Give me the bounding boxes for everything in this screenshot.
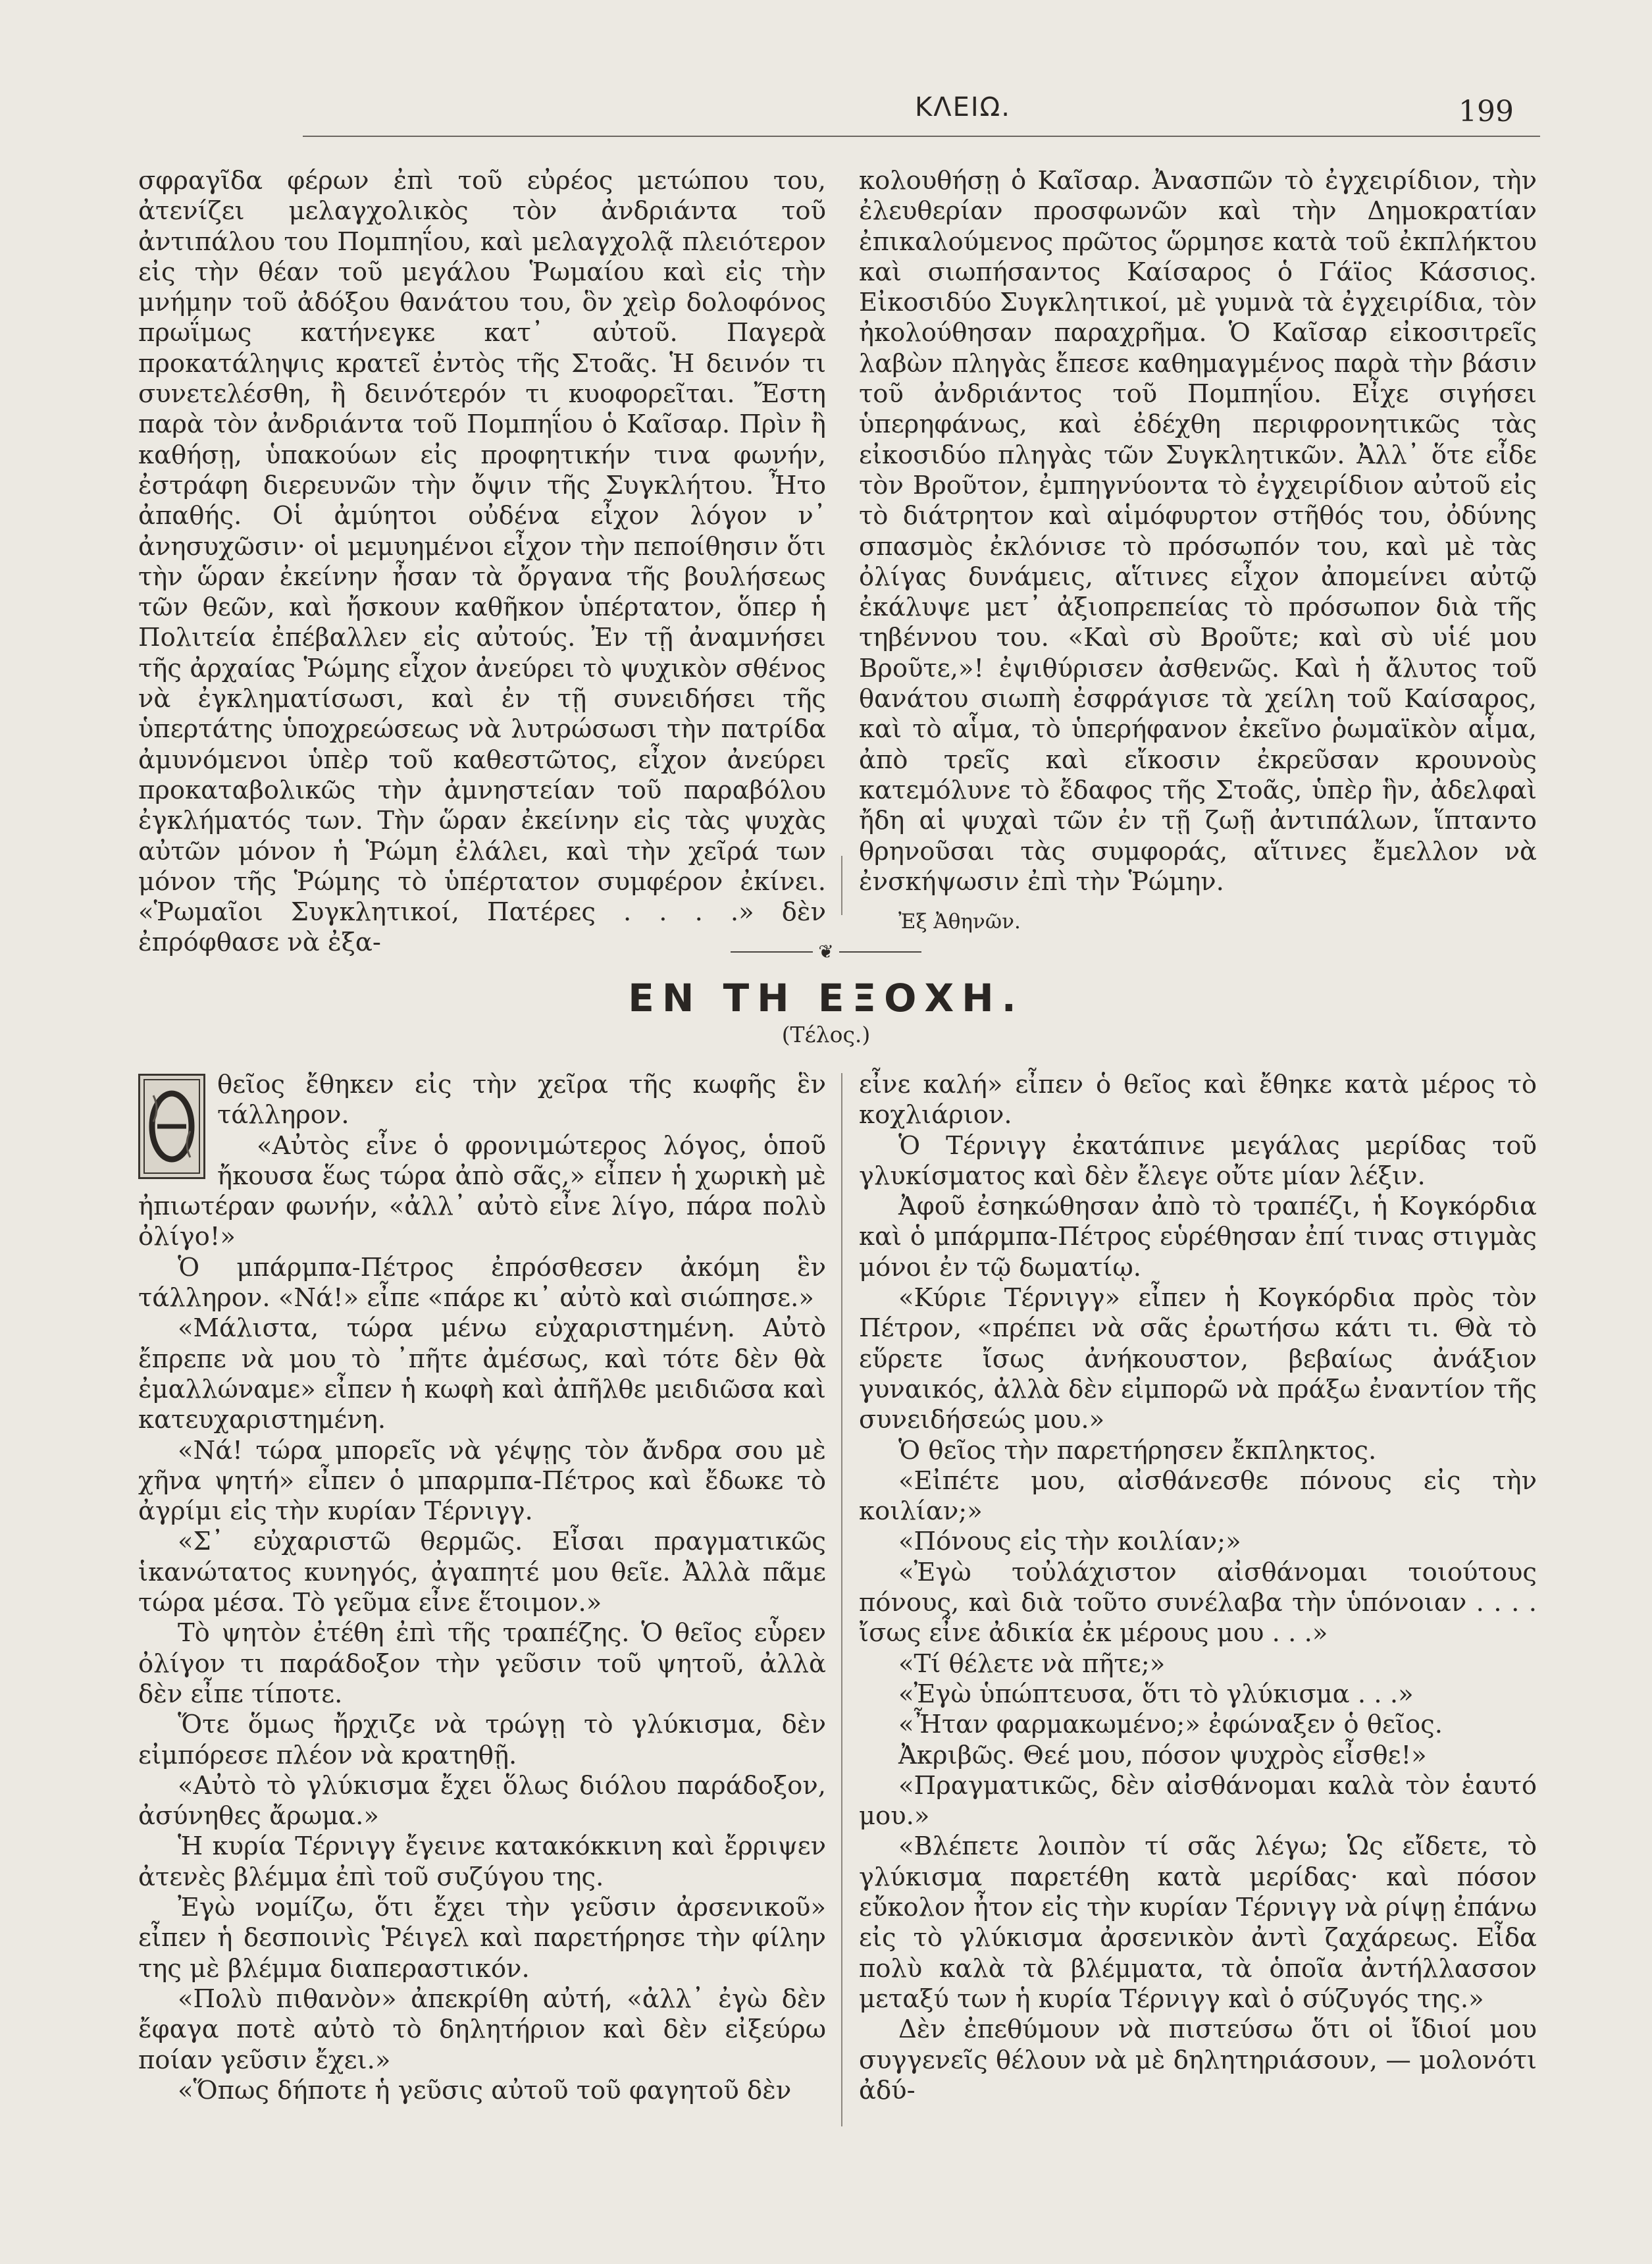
paragraph: «Εἰπέτε μου, αἰσθάνεσθε πόνους εἰς τὴν κοιλίαν;» [859,1465,1537,1527]
ornament-divider [731,941,921,962]
paragraph: Ἀφοῦ ἐσηκώθησαν ἀπὸ τὸ τραπέζι, ἡ Κογκόρδια καὶ ὁ μπάρμπα-Πέτρος εὑρέθησαν ἐπί τινας στιγμὰς μόνοι ἐν τῷ δωματίῳ. [859,1192,1537,1282]
paragraph: σφραγῖδα φέρων ἐπὶ τοῦ εὐρέος μετώπου του, ἀτενίζει μελαγχολικὸς τὸν ἀνδριάντα τοῦ ἀντιπάλου του Πομπηΐου, καὶ μελαγχολᾷ πλειότερον εἰς τὴν θέαν τοῦ μεγάλου Ῥωμαίου καὶ εἰς τὴν μνήμην τοῦ ἀδόξου θανάτου του, ὃν χεὶρ δολοφόνος πρωΐμως κατήνεγκε κατ᾽ αὐτοῦ. Παγερὰ προκατάληψις κρατεῖ ἐντὸς τῆς Στοᾶς. Ἡ δεινόν τι συνετελέσθη, ἢ δεινότερόν τι κυοφορεῖται. Ἔστη παρὰ τὸν ἀνδριάντα τοῦ Πομπηΐου ὁ Καῖσαρ. Πρὶν ἢ καθήσῃ, ὑπακούων εἰς προφητικήν τινα φωνήν, ἐστράφη διερευνῶν τὴν ὄψιν τῆς Συγκλήτου. Ἦτο ἀπαθής. Οἱ ἀμύητοι οὐδένα εἶχον λόγον ν᾽ ἀνησυχῶσιν· οἱ μεμυημένοι εἶχον τὴν πεποίθησιν ὅτι τὴν ὥραν ἐκείνην ἦσαν τὰ ὄργανα τῆς βουλήσεως τῶν θεῶν, καὶ ἤσκουν καθῆκον ὑπέρτατον, ὅπερ ἡ Πολιτεία ἐπέβαλλεν εἰς αὐτούς. Ἐν τῇ ἀναμνήσει τῆς ἀρχαίας Ῥώμης εἶχον ἀνεύρει τὸ ψυχικὸν σθένος νὰ ἐγκληματίσωσι, καὶ ἐν τῇ συνειδήσει τῆς ὑπερτάτης ὑποχρεώσεως νὰ λυτρώσωσι τὴν πατρίδα ἀμυνόμενοι ὑπὲρ τοῦ καθεστῶτος, εἶχον ἀνεύρει προκαταβολικῶς τὴν ἀμνηστείαν τοῦ παραβόλου ἐγκλήματός των. Τὴν ὥραν ἐκείνην εἰς τὰς ψυχὰς αὐτῶν μόνον ἡ Ῥώμη ἐλάλει, καὶ τὴν χεῖρά των μόνον τῆς Ῥώμης τὸ ὑπέρτατον συμφέρον ἐκίνει. «Ῥωμαῖοι Συγκλητικοί, Πατέρες . . . .» δὲν ἐπρόφθασε νὰ ἐξα- [138,166,826,958]
page-header [132,86,1553,138]
paragraph: «Νά! τώρα μπορεῖς νὰ γέψῃς τὸν ἄνδρα σου μὲ χῆνα ψητή» εἶπεν ὁ μπαρμπα-Πέτρος καὶ ἔδωκε τὸ ἀγρίμι εἰς τὴν κυρίαν Τέρνιγγ. [138,1435,826,1527]
section-subtitle: (Τέλος.) [781,1022,871,1047]
section-title: ΕΝ ΤΗ ΕΞΟΧΗ. [628,976,1024,1020]
paragraph: Δὲν ἐπεθύμουν νὰ πιστεύσω ὅτι οἱ ἴδιοί μου συγγενεῖς θέλουν νὰ μὲ δηλητηριάσουν, — μολονότι ἀδύ- [859,2014,1537,2105]
story-column-right [859,1070,1537,2136]
paragraph: «Κύριε Τέρνιγγ» εἶπεν ἡ Κογκόρδια πρὸς τὸν Πέτρον, «πρέπει νὰ σᾶς ἐρωτήσω κάτι τι. Θὰ τὸ εὕρετε ἴσως ἀνήκουστον, βεβαίως ἀνάξιον γυναικός, ἀλλὰ δὲν εἰμπορῶ νὰ πράξω ἐναντίον τῆς συνειδήσεώς μου.» [859,1283,1537,1435]
article-column-top-left [138,166,826,958]
drop-cap-initial-icon [138,1074,205,1179]
paragraph: «Αὐτὸς εἶνε ὁ φρονιμώτερος λόγος, ὁποῦ ἤκουσα ἕως τώρα ἀπὸ σᾶς,» εἶπεν ἡ χωρικὴ μὲ ἠπιωτέραν φωνήν, «ἀλλ᾽ αὐτὸ εἶνε λίγο, πάρα πολὺ ὀλίγο!» [138,1130,826,1252]
page-number: 199 [1458,95,1514,128]
paragraph: «Πολὺ πιθανὸν» ἀπεκρίθη αὐτή, «ἀλλ᾽ ἐγὼ δὲν ἔφαγα ποτὲ αὐτὸ τὸ δηλητήριον καὶ δὲν εἰξεύρω ποίαν γεῦσιν ἔχει.» [138,1984,826,2075]
paragraph: «Μάλιστα, τώρα μένω εὐχαριστημένη. Αὐτὸ ἔπρεπε νὰ μου τὸ ᾽πῆτε ἀμέσως, καὶ τότε δὲν θὰ ἐμαλλώναμε» εἶπεν ἡ κωφὴ καὶ ἀπῆλθε μειδιῶσα καὶ κατευχαριστημένη. [138,1313,826,1435]
paragraph: «Ἐγὼ τοὐλάχιστον αἰσθάνομαι τοιούτους πόνους, καὶ διὰ τοῦτο συνέλαβα τὴν ὑπόνοιαν . . . . ἴσως εἶνε ἀδικία ἐκ μέρους μου . . .» [859,1557,1537,1648]
paragraph: θεῖος ἔθηκεν εἰς τὴν χεῖρα τῆς κωφῆς ἓν τάλληρον. [217,1070,826,1130]
paragraph: Ἡ κυρία Τέρνιγγ ἔγεινε κατακόκκινη καὶ ἔρριψεν ἀτενὲς βλέμμα ἐπὶ τοῦ συζύγου της. [138,1831,826,1892]
paragraph: Ὁ Τέρνιγγ ἐκατάπινε μεγάλας μερίδας τοῦ γλυκίσματος καὶ δὲν ἔλεγε οὔτε μίαν λέξιν. [859,1130,1537,1191]
paragraph: Ὁ μπάρμπα-Πέτρος ἐπρόσθεσεν ἀκόμη ἓν τάλληρον. «Νά!» εἶπε «πάρε κι᾽ αὐτὸ καὶ σιώπησε.» [138,1252,826,1313]
paragraph: «Πραγματικῶς, δὲν αἰσθάνομαι καλὰ τὸν ἑαυτό μου.» [859,1770,1537,1831]
paragraph: εἶνε καλή» εἶπεν ὁ θεῖος καὶ ἔθηκε κατὰ μέρος τὸ κοχλιάριον. [859,1070,1537,1130]
paragraph: «Ἦταν φαρμακωμένο;» ἐφώναξεν ὁ θεῖος. [898,1710,1443,1740]
article-source: Ἐξ Ἀθηνῶν. [898,910,1021,934]
story-column-left [138,1070,826,2136]
paragraph: Τὸ ψητὸν ἐτέθη ἐπὶ τῆς τραπέζης. Ὁ θεῖος εὗρεν ὀλίγον τι παράδοξον τὴν γεῦσιν τοῦ ψητοῦ, ἀλλὰ δὲν εἶπε τίποτε. [138,1618,826,1709]
ornament-icon: ❦ [818,941,834,962]
paragraph: Ὅτε ὅμως ἤρχιζε νὰ τρώγῃ τὸ γλύκισμα, δὲν εἰμπόρεσε πλέον νὰ κρατηθῇ. [138,1710,826,1770]
paragraph: «Σ᾽ εὐχαριστῶ θερμῶς. Εἶσαι πραγματικῶς ἱκανώτατος κυνηγός, ἀγαπητέ μου θεῖε. Ἀλλὰ πᾶμε τώρα μέσα. Τὸ γεῦμα εἶνε ἕτοιμον.» [138,1527,826,1618]
paragraph: Ἐγὼ νομίζω, ὅτι ἔχει τὴν γεῦσιν ἀρσενικοῦ» εἶπεν ἡ δεσποινὶς Ῥέιγελ καὶ παρετήρησε τὴν φίλην της μὲ βλέμμα διαπεραστικόν. [138,1893,826,1984]
paragraph: «Πόνους εἰς τὴν κοιλίαν;» [898,1527,1241,1557]
paragraph: «Ἐγὼ ὑπώπτευσα, ὅτι τὸ γλύκισμα . . .» [898,1679,1414,1709]
paragraph: «Αὐτὸ τὸ γλύκισμα ἔχει ὅλως διόλου παράδοξον, ἀσύνηθες ἄρωμα.» [138,1770,826,1831]
column-divider [841,856,842,915]
article-column-top-right [859,166,1537,934]
paragraph: Ἀκριβῶς. Θεέ μου, πόσον ψυχρὸς εἶσθε!» [898,1740,1427,1770]
paragraph: «Τί θέλετε νὰ πῆτε;» [898,1648,1166,1679]
paragraph: «Ὅπως δήποτε ἡ γεῦσις αὐτοῦ τοῦ φαγητοῦ δὲν [178,2075,792,2105]
header-rule [303,136,1540,137]
paragraph: «Βλέπετε λοιπὸν τί σᾶς λέγω; Ὡς εἴδετε, τὸ γλύκισμα παρετέθη κατὰ μερίδας· καὶ πόσον εὔκολον ἦτον εἰς τὴν κυρίαν Τέρνιγγ νὰ ρίψῃ ἐπάνω εἰς τὸ γλύκισμα ἀρσενικὸν ἀντὶ ζαχάρεως. Εἶδα πολὺ καλὰ τὰ βλέμματα, τὰ ὁποῖα ἀντήλλασσον μεταξύ των ἡ κυρία Τέρνιγγ καὶ ὁ σύζυγός της.» [859,1831,1537,2014]
column-divider [841,1073,842,2126]
paragraph: κολουθήσῃ ὁ Καῖσαρ. Ἀνασπῶν τὸ ἐγχειρίδιον, τὴν ἐλευθερίαν προσφωνῶν καὶ τὴν Δημοκρατίαν ἐπικαλούμενος πρῶτος ὥρμησε κατὰ τοῦ ἐκπλήκτου καὶ σιωπήσαντος Καίσαρος ὁ Γάϊος Κάσσιος. Εἰκοσιδύο Συγκλητικοί, μὲ γυμνὰ τὰ ἐγχειρίδια, τὸν ἠκολούθησαν παραχρῆμα. Ὁ Καῖσαρ εἰκοσιτρεῖς λαβὼν πληγὰς ἔπεσε καθημαγμένος παρὰ τὴν βάσιν τοῦ ἀνδριάντος τοῦ Πομπηΐου. Εἶχε σιγήσει ὑπερηφάνως, καὶ ἐδέχθη περιφρονητικῶς τὰς εἰκοσιδύο πληγὰς τῶν Συγκλητικῶν. Ἀλλ᾽ ὅτε εἶδε τὸν Βροῦτον, ἐμπηγνύοντα τὸ ἐγχειρίδιον αὐτοῦ εἰς τὸ διάτρητον καὶ αἱμόφυρτον στῆθός του, ὀδύνης σπασμὸς ἐκλόνισε τὸ πρόσωπόν του, καὶ μὲ τὰς ὀλίγας δυνάμεις, αἵτινες εἶχον ἀπομείνει αὐτῷ ἐκάλυψε μετ᾽ ἀξιοπρεπείας τὸ πρόσωπον διὰ τῆς τηβέννου του. «Καὶ σὺ Βροῦτε; καὶ σὺ υἱέ μου Βροῦτε,»! ἐψιθύρισεν ἀσθενῶς. Καὶ ἡ ἄλυτος τοῦ θανάτου σιωπὴ ἐσφράγισε τὰ χείλη τοῦ Καίσαρος, καὶ τὸ αἷμα, τὸ ὑπερήφανον ἐκεῖνο ῥωμαϊκὸν αἷμα, ἀπὸ τρεῖς καὶ εἴκοσιν ἐκρεῦσαν κρουνοὺς κατεμόλυνε τὸ ἔδαφος τῆς Στοᾶς, ὑπὲρ ἣν, ἀδελφαὶ ἤδη αἱ ψυχαὶ τῶν ἐν τῇ ζωῇ ἀντιπάλων, ἵπταντο θρηνοῦσαι τὰς συμφοράς, αἵτινες ἔμελλον νὰ ἐνσκήψωσιν ἐπὶ τὴν Ῥώμην. [859,166,1537,897]
running-title: ΚΛΕΙΩ. [915,92,1011,122]
paragraph: Ὁ θεῖος τὴν παρετήρησεν ἔκπληκτος. [898,1435,1377,1465]
